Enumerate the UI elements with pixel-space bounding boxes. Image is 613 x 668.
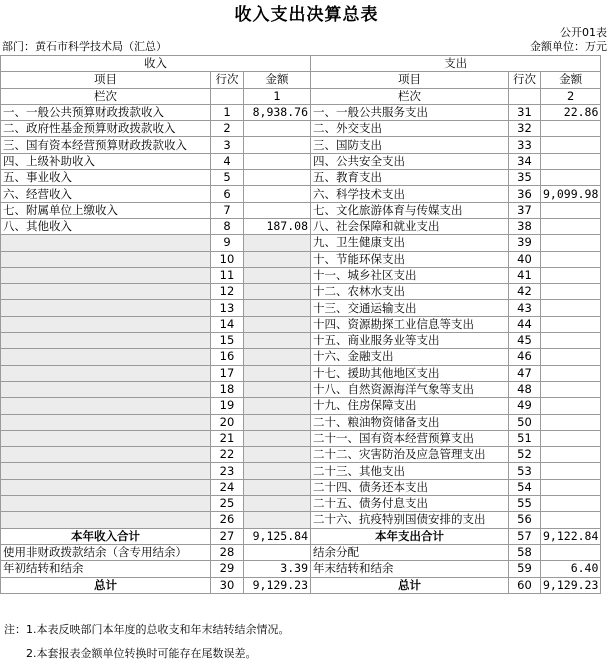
income-amount: [244, 170, 311, 186]
department-label: 部门：黄石市科学技术局（汇总）: [2, 40, 167, 53]
expense-amount: [541, 512, 601, 528]
income-row-no: 1: [211, 104, 244, 120]
income-row-no: 20: [211, 414, 244, 430]
expense-item: 二十五、债务付息支出: [311, 496, 509, 512]
expense-item: 二十三、其他支出: [311, 463, 509, 479]
table-row: [1, 170, 601, 186]
expense-row-no: 57: [509, 528, 541, 544]
expense-amount-header: 金额: [541, 72, 601, 88]
table-row: [1, 267, 601, 283]
expense-amount: [541, 333, 601, 349]
income-summary-item: 本年收入合计: [1, 528, 211, 544]
table-row: [1, 463, 601, 479]
expense-summary-amount: 6.40: [541, 561, 601, 577]
income-row-no: 17: [211, 365, 244, 381]
table-row: [1, 186, 601, 202]
expense-amount: [541, 463, 601, 479]
expense-item: 二十二、灾害防治及应急管理支出: [311, 447, 509, 463]
table-row: [1, 333, 601, 349]
expense-summary-amount: [541, 544, 601, 560]
expense-amount: [541, 365, 601, 381]
expense-amount: [541, 202, 601, 218]
income-row-no: 11: [211, 267, 244, 283]
expense-summary-item: 本年支出合计: [311, 528, 509, 544]
unit-label: 金额单位：万元: [530, 40, 607, 53]
expense-row-no: 40: [509, 251, 541, 267]
income-summary-amount: [244, 544, 311, 560]
income-item: [1, 479, 211, 495]
income-amount: [244, 333, 311, 349]
income-amount: [244, 496, 311, 512]
income-row-no: 5: [211, 170, 244, 186]
income-item: [1, 430, 211, 446]
income-amount: [244, 365, 311, 381]
expense-item-header: 项目: [311, 72, 509, 88]
expense-amount: [541, 137, 601, 153]
income-row-no: 29: [211, 561, 244, 577]
income-row-no: 23: [211, 463, 244, 479]
income-amount: [244, 284, 311, 300]
expense-row-no: 44: [509, 316, 541, 332]
income-amount: 8,938.76: [244, 104, 311, 120]
expense-row-no: 37: [509, 202, 541, 218]
income-row-no: 8: [211, 218, 244, 234]
expense-item: 十四、资源勘探工业信息等支出: [311, 316, 509, 332]
expense-item: 五、教育支出: [311, 170, 509, 186]
income-row-no: 24: [211, 479, 244, 495]
income-amount-header: 金额: [244, 72, 311, 88]
income-row-no: 2: [211, 121, 244, 137]
expense-amount: [541, 381, 601, 397]
income-row-no: 9: [211, 235, 244, 251]
income-item: [1, 333, 211, 349]
income-amount: [244, 186, 311, 202]
expense-row-no: 33: [509, 137, 541, 153]
expense-amount: [541, 218, 601, 234]
income-amount: [244, 414, 311, 430]
expense-row-no: 32: [509, 121, 541, 137]
income-item: 一、一般公共预算财政拨款收入: [1, 104, 211, 120]
expense-item: 十八、自然资源海洋气象等支出: [311, 381, 509, 397]
expense-amount: [541, 398, 601, 414]
expense-row-no: 58: [509, 544, 541, 560]
income-item: 六、经营收入: [1, 186, 211, 202]
column-index-row: [1, 88, 601, 104]
table-row: [1, 251, 601, 267]
expense-amount: [541, 251, 601, 267]
expense-row-no: 56: [509, 512, 541, 528]
income-amount: [244, 121, 311, 137]
table-row: [1, 104, 601, 120]
income-item: [1, 267, 211, 283]
income-row-no: 6: [211, 186, 244, 202]
expense-item: 八、社会保障和就业支出: [311, 218, 509, 234]
income-row-no: 28: [211, 544, 244, 560]
income-amount: [244, 153, 311, 169]
expense-amount: [541, 349, 601, 365]
expense-row-no: 36: [509, 186, 541, 202]
expense-amount: [541, 479, 601, 495]
table-row: [1, 153, 601, 169]
expense-row-no: 59: [509, 561, 541, 577]
expense-item: 二十四、债务还本支出: [311, 479, 509, 495]
table-row: [1, 202, 601, 218]
expense-amount: [541, 496, 601, 512]
expense-item: 十三、交通运输支出: [311, 300, 509, 316]
summary-row: [1, 561, 601, 577]
expense-amount: [541, 121, 601, 137]
expense-row-no: 43: [509, 300, 541, 316]
income-rowno-header: 行次: [211, 72, 244, 88]
income-amount: [244, 512, 311, 528]
table-row: [1, 430, 601, 446]
income-item: 七、附属单位上缴收入: [1, 202, 211, 218]
income-item: 四、上级补助收入: [1, 153, 211, 169]
table-row: [1, 235, 601, 251]
income-row-no: 30: [211, 577, 244, 593]
expense-row-no: 55: [509, 496, 541, 512]
income-row-no: 18: [211, 381, 244, 397]
table-row: [1, 496, 601, 512]
income-amount: [244, 137, 311, 153]
table-row: [1, 447, 601, 463]
income-item: 三、国有资本经营预算财政拨款收入: [1, 137, 211, 153]
expense-item: 三、国防支出: [311, 137, 509, 153]
expense-summary-item: 总计: [311, 577, 509, 593]
expense-item: 十、节能环保支出: [311, 251, 509, 267]
income-section-header: 收入: [1, 56, 311, 72]
income-amount: [244, 267, 311, 283]
income-row-no: 16: [211, 349, 244, 365]
expense-row-no: 31: [509, 104, 541, 120]
expense-row-no: 48: [509, 381, 541, 397]
income-item: [1, 447, 211, 463]
income-amount: [244, 381, 311, 397]
income-row-no: 3: [211, 137, 244, 153]
income-amount: [244, 300, 311, 316]
table-row: [1, 121, 601, 137]
expense-column-label: 栏次: [311, 88, 509, 104]
summary-row: [1, 528, 601, 544]
table-row: [1, 381, 601, 397]
income-amount: [244, 349, 311, 365]
table-row: [1, 137, 601, 153]
summary-row: [1, 577, 601, 593]
income-row-no: 12: [211, 284, 244, 300]
expense-item: 十二、农林水支出: [311, 284, 509, 300]
expense-item: 十六、金融支出: [311, 349, 509, 365]
expense-summary-item: 结余分配: [311, 544, 509, 560]
expense-row-no: 60: [509, 577, 541, 593]
table-row: [1, 512, 601, 528]
income-item: [1, 463, 211, 479]
income-row-no: 22: [211, 447, 244, 463]
income-summary-item: 年初结转和结余: [1, 561, 211, 577]
table-row: [1, 414, 601, 430]
note-2: 2.本套报表金额单位转换时可能存在尾数误差。: [26, 647, 257, 660]
expense-row-no: 53: [509, 463, 541, 479]
table-row: [1, 218, 601, 234]
income-item: [1, 365, 211, 381]
expense-item: 二十六、抗疫特别国债安排的支出: [311, 512, 509, 528]
expense-summary-amount: 9,122.84: [541, 528, 601, 544]
expense-amount: [541, 267, 601, 283]
expense-row-no: 39: [509, 235, 541, 251]
expense-amount: [541, 414, 601, 430]
expense-item: 二、外交支出: [311, 121, 509, 137]
table-row: [1, 398, 601, 414]
expense-item: 七、文化旅游体育与传媒支出: [311, 202, 509, 218]
income-item-header: 项目: [1, 72, 211, 88]
income-row-no: 13: [211, 300, 244, 316]
expense-item: 十七、援助其他地区支出: [311, 365, 509, 381]
expense-row-no: 54: [509, 479, 541, 495]
income-item: [1, 316, 211, 332]
table-row: [1, 479, 601, 495]
income-summary-amount: 9,125.84: [244, 528, 311, 544]
expense-item: 四、公共安全支出: [311, 153, 509, 169]
income-summary-item: 总计: [1, 577, 211, 593]
income-amount: [244, 235, 311, 251]
expense-item: 一、一般公共服务支出: [311, 104, 509, 120]
expense-item: 六、科学技术支出: [311, 186, 509, 202]
income-item: [1, 512, 211, 528]
income-row-no: 7: [211, 202, 244, 218]
income-row-no: 27: [211, 528, 244, 544]
income-column-index: 1: [244, 88, 311, 104]
income-amount: [244, 479, 311, 495]
table-row: [1, 284, 601, 300]
expense-summary-amount: 9,129.23: [541, 577, 601, 593]
income-row-no: 14: [211, 316, 244, 332]
income-row-no: 25: [211, 496, 244, 512]
income-row-no: 21: [211, 430, 244, 446]
expense-amount: [541, 300, 601, 316]
column-header-row: [1, 72, 601, 88]
expense-amount: [541, 316, 601, 332]
income-item: 八、其他收入: [1, 218, 211, 234]
expense-item: 十五、商业服务业等支出: [311, 333, 509, 349]
expense-section-header: 支出: [311, 56, 601, 72]
form-code: 公开01表: [560, 26, 607, 39]
income-expense-table: [0, 55, 601, 594]
income-item: 五、事业收入: [1, 170, 211, 186]
expense-row-no: 46: [509, 349, 541, 365]
expense-row-no: 45: [509, 333, 541, 349]
income-column-label: 栏次: [1, 88, 211, 104]
table-row: [1, 300, 601, 316]
expense-row-no: 34: [509, 153, 541, 169]
expense-row-no: 41: [509, 267, 541, 283]
expense-item: 十一、城乡社区支出: [311, 267, 509, 283]
income-row-no: 26: [211, 512, 244, 528]
expense-amount: [541, 170, 601, 186]
table-row: [1, 365, 601, 381]
expense-row-no: 35: [509, 170, 541, 186]
income-amount: [244, 430, 311, 446]
income-amount: [244, 316, 311, 332]
income-summary-amount: 3.39: [244, 561, 311, 577]
income-item: [1, 496, 211, 512]
expense-amount: [541, 447, 601, 463]
income-row-no: 19: [211, 398, 244, 414]
expense-rowno-header: 行次: [509, 72, 541, 88]
table-row: [1, 349, 601, 365]
summary-row: [1, 544, 601, 560]
income-amount: [244, 398, 311, 414]
income-item: [1, 349, 211, 365]
income-item: [1, 414, 211, 430]
expense-summary-item: 年末结转和结余: [311, 561, 509, 577]
table-row: [1, 316, 601, 332]
income-item: 二、政府性基金预算财政拨款收入: [1, 121, 211, 137]
expense-row-no: 50: [509, 414, 541, 430]
income-row-no: 10: [211, 251, 244, 267]
income-amount: [244, 251, 311, 267]
notes: [4, 618, 290, 666]
expense-row-no: 49: [509, 398, 541, 414]
expense-index-blank: [509, 88, 541, 104]
expense-item: 二十、粮油物资储备支出: [311, 414, 509, 430]
expense-amount: [541, 430, 601, 446]
expense-row-no: 47: [509, 365, 541, 381]
income-amount: [244, 463, 311, 479]
expense-row-no: 51: [509, 430, 541, 446]
report-title: 收入支出决算总表: [234, 5, 379, 25]
expense-amount: [541, 284, 601, 300]
income-item: [1, 284, 211, 300]
expense-amount: [541, 153, 601, 169]
section-header-row: [1, 56, 601, 72]
expense-amount: 9,099.98: [541, 186, 601, 202]
income-row-no: 15: [211, 333, 244, 349]
income-item: [1, 235, 211, 251]
income-item: [1, 398, 211, 414]
income-row-no: 4: [211, 153, 244, 169]
expense-item: 九、卫生健康支出: [311, 235, 509, 251]
income-summary-amount: 9,129.23: [244, 577, 311, 593]
income-amount: 187.08: [244, 218, 311, 234]
income-item: [1, 300, 211, 316]
expense-row-no: 38: [509, 218, 541, 234]
income-amount: [244, 447, 311, 463]
income-summary-item: 使用非财政拨款结余（含专用结余）: [1, 544, 211, 560]
expense-item: 十九、住房保障支出: [311, 398, 509, 414]
expense-row-no: 42: [509, 284, 541, 300]
income-item: [1, 381, 211, 397]
expense-column-index: 2: [541, 88, 601, 104]
expense-item: 二十一、国有资本经营预算支出: [311, 430, 509, 446]
expense-amount: 22.86: [541, 104, 601, 120]
expense-row-no: 52: [509, 447, 541, 463]
note-1: 注：1.本表反映部门本年度的总收支和年末结转结余情况。: [4, 623, 290, 636]
income-item: [1, 251, 211, 267]
income-amount: [244, 202, 311, 218]
income-index-blank: [211, 88, 244, 104]
expense-amount: [541, 235, 601, 251]
